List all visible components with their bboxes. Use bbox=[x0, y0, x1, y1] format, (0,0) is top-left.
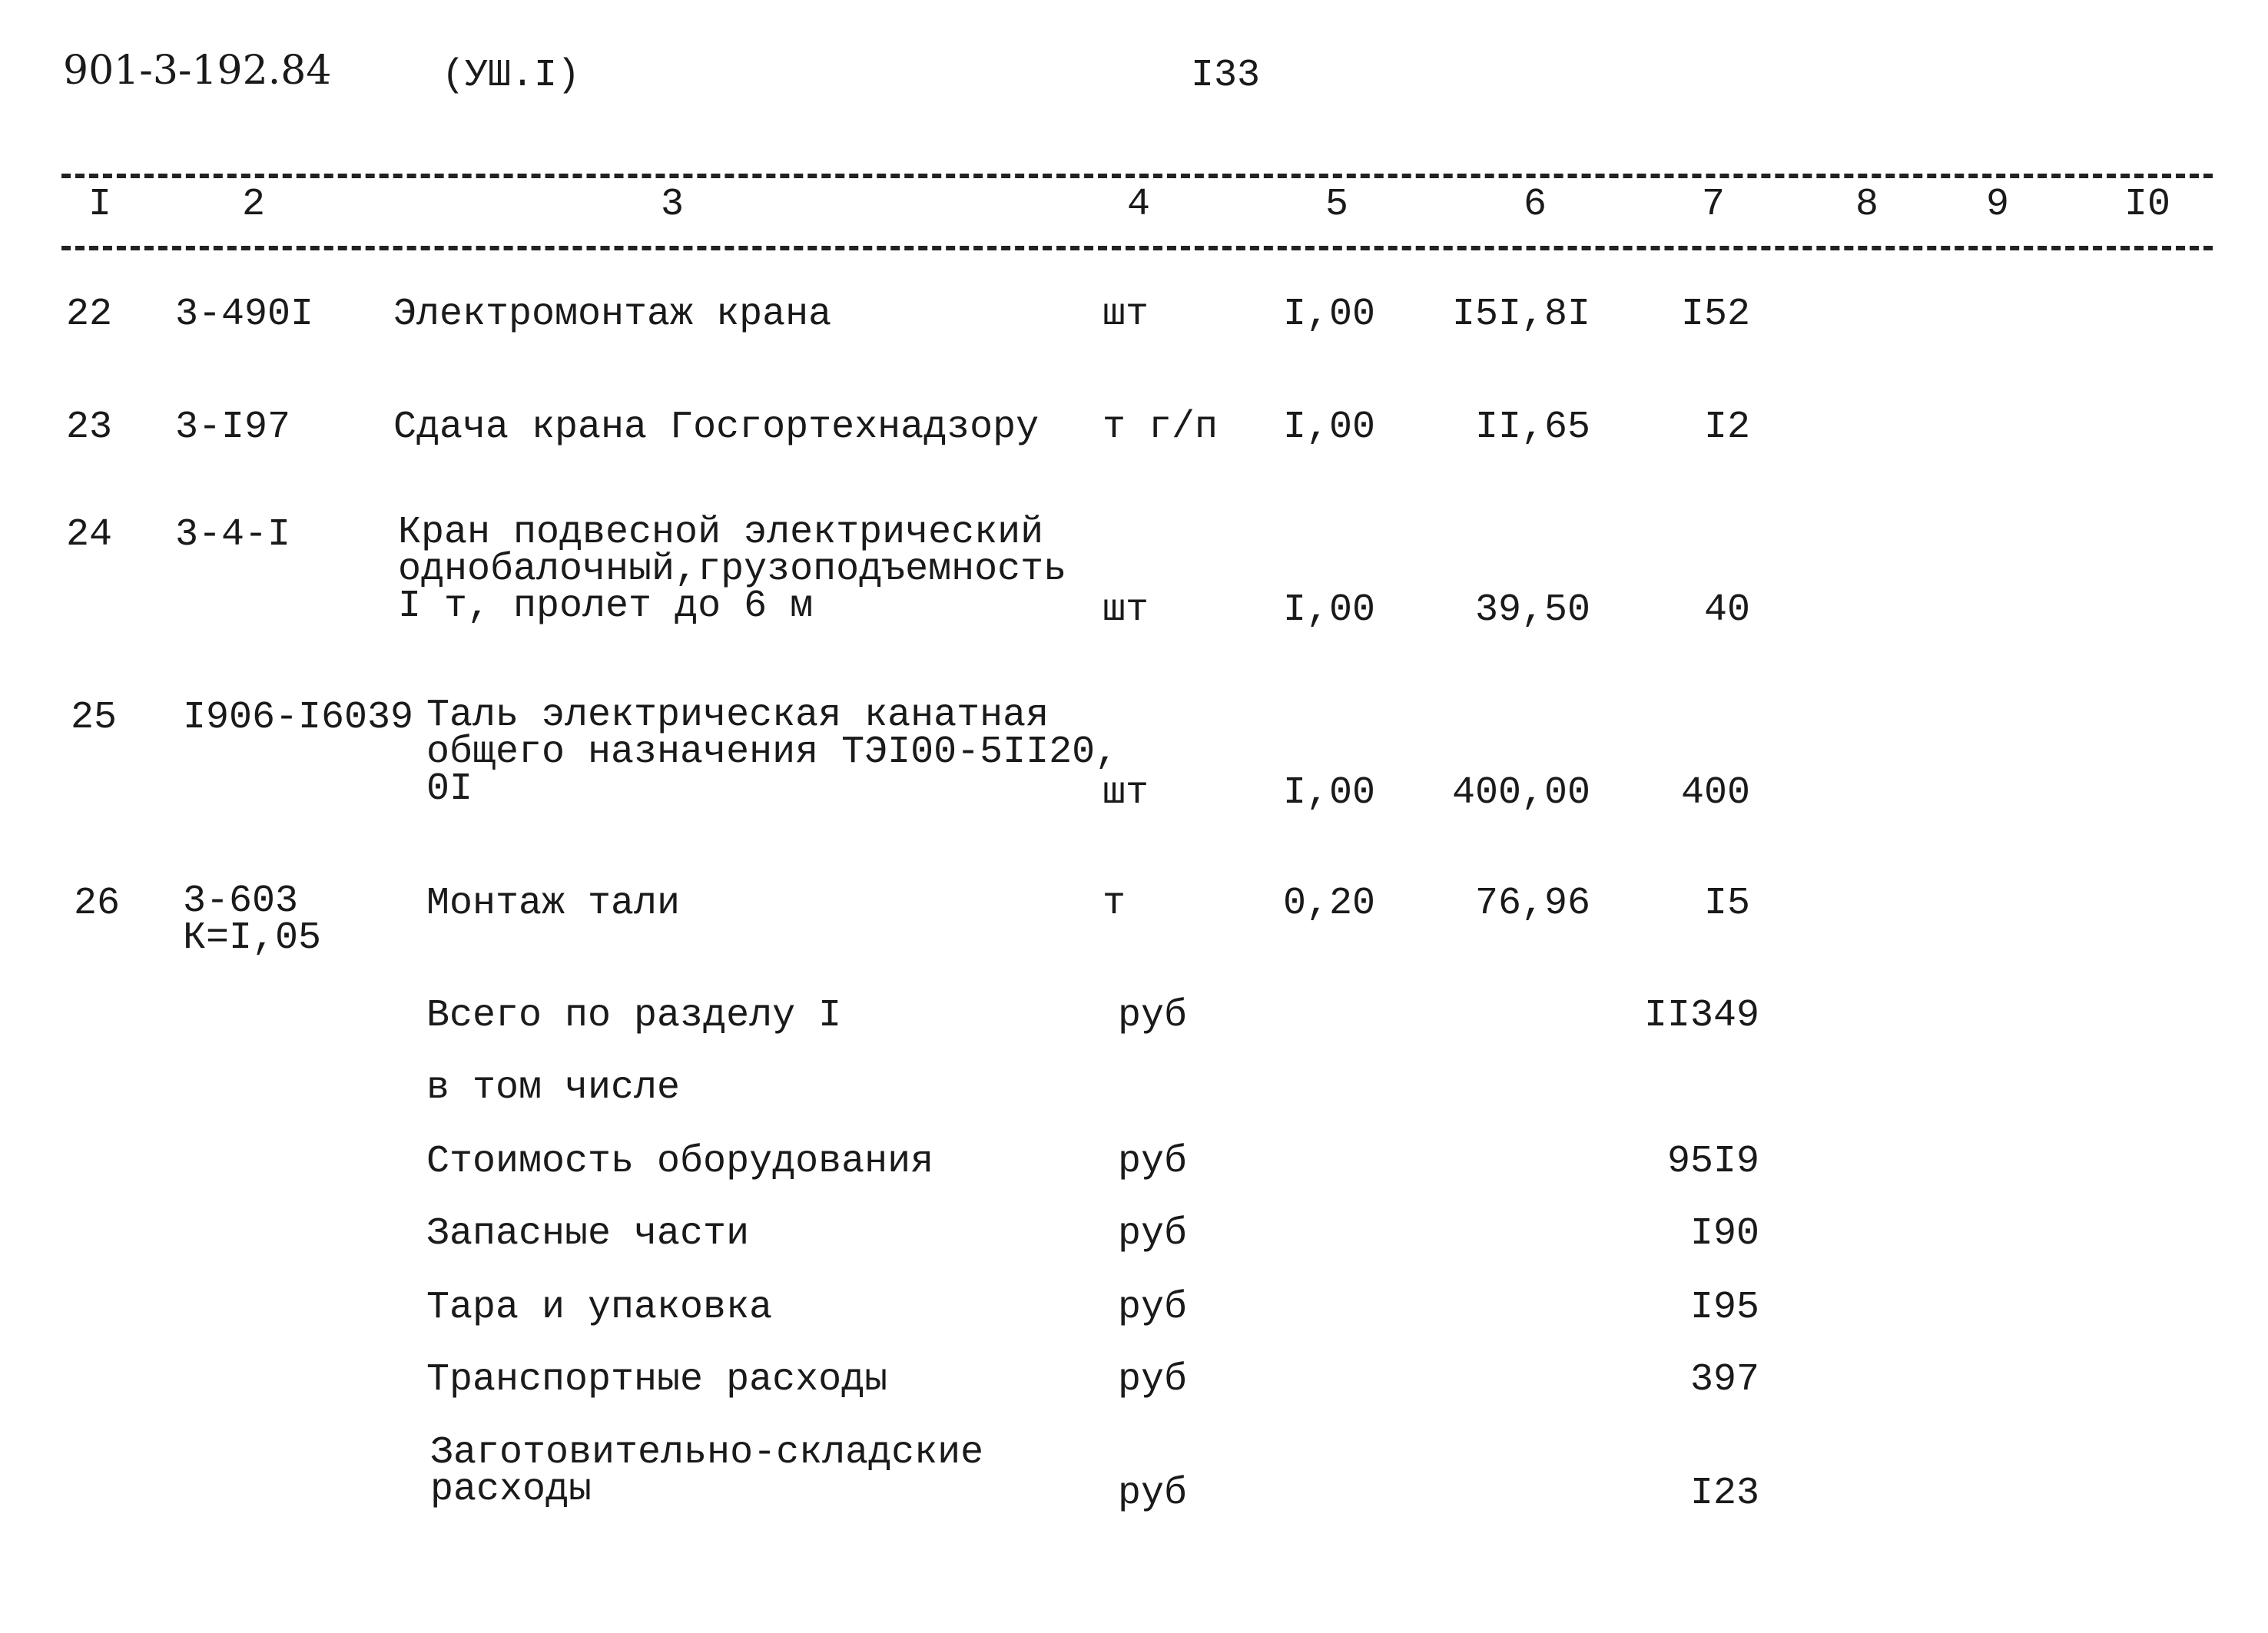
row-name: Кран подвесной электрический однобалочный,грузоподъемность I т, пролет до 6 м bbox=[398, 511, 1067, 628]
row-unit: шт bbox=[1102, 771, 1149, 815]
summary-unit: руб bbox=[1118, 994, 1188, 1038]
summary-total: II349 bbox=[1643, 994, 1759, 1038]
row-total: I52 bbox=[1680, 293, 1750, 336]
row-name: Электромонтаж крана bbox=[393, 293, 832, 336]
row-quantity: I,00 bbox=[1282, 771, 1375, 815]
column-header: 5 bbox=[1325, 183, 1348, 227]
column-header: 4 bbox=[1126, 183, 1150, 227]
section-label: (УШ.I) bbox=[442, 54, 581, 98]
column-header: 9 bbox=[1985, 183, 2009, 227]
summary-unit: руб bbox=[1118, 1140, 1188, 1184]
row-quantity: I,00 bbox=[1282, 588, 1375, 632]
row-code: I906-I6039 bbox=[183, 696, 414, 740]
summary-unit: руб bbox=[1118, 1286, 1188, 1330]
row-price: II,65 bbox=[1474, 406, 1590, 449]
summary-total: I23 bbox=[1689, 1472, 1759, 1515]
column-header: 8 bbox=[1855, 183, 1878, 227]
row-name: Монтаж тали bbox=[426, 882, 681, 926]
row-name: Сдача крана Госгортехнадзору bbox=[393, 406, 1040, 449]
row-total: 40 bbox=[1703, 588, 1750, 632]
row-quantity: 0,20 bbox=[1282, 882, 1375, 926]
row-unit: шт bbox=[1102, 293, 1149, 336]
row-price: 76,96 bbox=[1474, 882, 1590, 926]
row-price: I5I,8I bbox=[1451, 293, 1590, 336]
row-total: I2 bbox=[1703, 406, 1750, 449]
summary-label: Тара и упаковка bbox=[426, 1286, 773, 1330]
summary-unit: руб bbox=[1118, 1358, 1188, 1402]
row-code: 3-4-I bbox=[175, 513, 291, 557]
document-code: 901-3-192.84 bbox=[63, 48, 332, 94]
column-header: 7 bbox=[1701, 183, 1725, 227]
row-name: Таль электрическая канатная общего назначения ТЭI00-5II20, 0I bbox=[426, 694, 1119, 811]
column-header: 3 bbox=[660, 183, 684, 227]
row-unit: шт bbox=[1102, 588, 1149, 632]
row-unit: т г/п bbox=[1102, 406, 1219, 449]
row-total: 400 bbox=[1680, 771, 1750, 815]
row-quantity: I,00 bbox=[1282, 406, 1375, 449]
table-top-divider bbox=[61, 174, 2213, 178]
summary-total: I90 bbox=[1689, 1212, 1759, 1256]
summary-total: 95I9 bbox=[1666, 1140, 1759, 1184]
summary-label: Транспортные расходы bbox=[426, 1358, 888, 1402]
summary-total: 397 bbox=[1689, 1358, 1759, 1402]
summary-label: Запасные части bbox=[426, 1212, 750, 1256]
summary-label: Заготовительно-складские расходы bbox=[430, 1431, 984, 1512]
summary-unit: руб bbox=[1118, 1212, 1188, 1256]
row-unit: т bbox=[1102, 882, 1126, 926]
row-code: 3-I97 bbox=[175, 406, 291, 449]
page-number: I33 bbox=[1191, 54, 1261, 98]
row-number: 24 bbox=[66, 513, 113, 557]
row-number: 22 bbox=[66, 293, 113, 336]
row-code: 3-490I bbox=[175, 293, 314, 336]
column-header: 2 bbox=[241, 183, 265, 227]
row-number: 26 bbox=[74, 882, 121, 926]
summary-unit: руб bbox=[1118, 1472, 1188, 1515]
summary-label: в том числе bbox=[426, 1066, 681, 1110]
row-number: 25 bbox=[71, 696, 118, 740]
column-header: I bbox=[88, 183, 111, 227]
row-price: 39,50 bbox=[1474, 588, 1590, 632]
row-code: 3-603 К=I,05 bbox=[183, 879, 322, 960]
summary-total: I95 bbox=[1689, 1286, 1759, 1330]
column-header: I0 bbox=[2124, 183, 2170, 227]
table-header-divider bbox=[61, 246, 2213, 250]
row-number: 23 bbox=[66, 406, 113, 449]
row-total: I5 bbox=[1703, 882, 1750, 926]
summary-label: Стоимость оборудования bbox=[426, 1140, 934, 1184]
summary-label: Всего по разделу I bbox=[426, 994, 842, 1038]
row-price: 400,00 bbox=[1451, 771, 1590, 815]
column-header: 6 bbox=[1523, 183, 1547, 227]
row-quantity: I,00 bbox=[1282, 293, 1375, 336]
